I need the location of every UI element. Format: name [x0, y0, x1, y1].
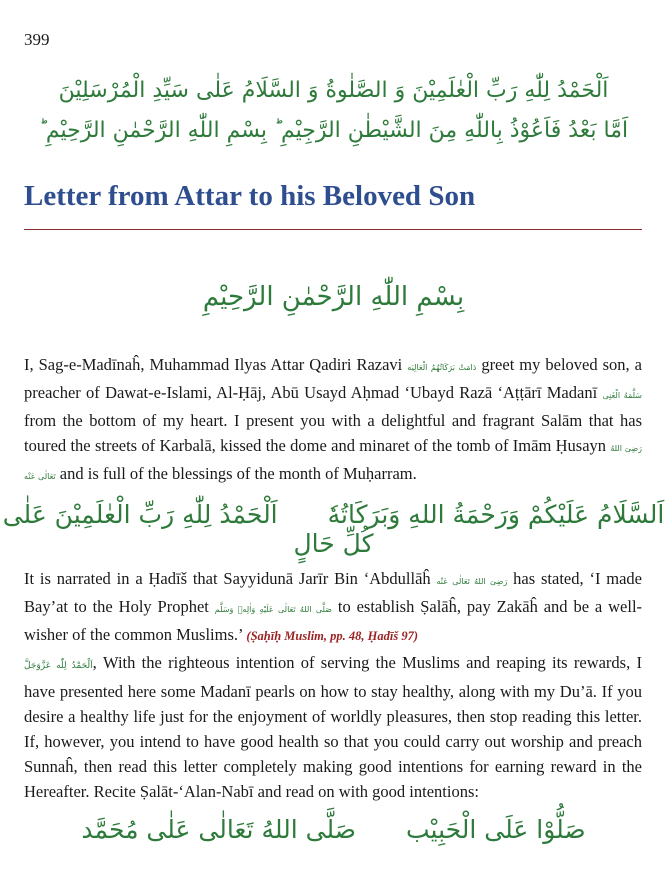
honorific-radiyallahu-anhu: رَضِیَ اللهُ تَعَالٰی عَنْه — [24, 444, 643, 481]
honorific-alhamdulillah: اَلْحَمْدُ لِلّٰه عَزَّوَجَلَّ — [24, 661, 93, 671]
sallallahu-ala-muhammad: صَلَّى اللهُ تَعَالٰى عَلٰى مُحَمَّد — [81, 815, 356, 844]
hadith-text-2: has stated, ‘I made Bay’at to the Holy Prophet — [24, 569, 643, 616]
intro-text-2: greet my beloved son, a preacher of Dawat-e-Islami, Al-Ḥāj, Abū Usayd Aḥmad ‘Ubayd Razā ‘Aṭṭārī Madanī — [24, 355, 643, 402]
intro-text-1: I, Sag-e-Madīnaĥ, Muhammad Ilyas Attar Qadiri Razavi — [24, 355, 403, 374]
intention-paragraph — [24, 650, 642, 804]
honorific-sallamahu: سَلَّمَهُ الْغَنِی — [602, 391, 643, 400]
intro-text-3: from the bottom of my heart. I present you with a delightful and fragrant Salām that has toured the streets of Karbalā, kissed the dome and minaret of the tomb of Imām Ḥusayn — [24, 411, 642, 455]
hadith-paragraph — [24, 566, 642, 649]
durood-arabic-line — [0, 815, 667, 844]
salam-greeting: اَلسَّلَامُ عَلَيْكُمْ وَرَحْمَةُ اللهِ وَبَرَكَاتُهٗ — [327, 500, 665, 529]
honorific-damat-barakatuhum: دَامَتْ بَرَكَاتُهُمُ الْعَالِيَه — [407, 363, 477, 372]
honorific-salawat: صَلَّی اللهُ تَعَالٰی عَلَيْهِ وَاٰلِهٖ وَسَلَّم — [214, 605, 332, 614]
hadith-text-1: It is narrated in a Ḥadīš that Sayyidunā Jarīr Bin ‘Abdullāĥ — [24, 569, 431, 588]
hadith-text-3: to establish Ṣalāĥ, pay Zakāĥ and be a well-wisher of the common Muslims.’ — [24, 597, 643, 644]
salam-arabic-line — [0, 500, 667, 558]
title-divider — [24, 229, 642, 230]
intro-text-4: and is full of the blessings of the month of Muḥarram. — [59, 464, 417, 483]
hadith-reference: (Ṣaḥīḥ Muslim, pp. 48, Ḥadīš 97) — [246, 629, 418, 643]
bismillah-calligraphy: بِسْمِ اللّٰهِ الرَّحْمٰنِ الرَّحِيْمِ — [202, 282, 465, 312]
opening-arabic-line-2: اَمَّا بَعْدُ فَاَعُوْذُ بِاللّٰهِ مِنَ الشَّيْطٰنِ الرَّجِيْمِ ؕ بِسْمِ اللّٰهِ الرَّحْمٰنِ الرَّحِيْمِ ؕ — [38, 118, 629, 143]
hamd-phrase: اَلْحَمْدُ لِلّٰهِ رَبِّ الْعٰلَمِيْنَ عَلٰى كُلِّ حَالٍ — [2, 500, 374, 558]
honorific-radiyallahu-anhu: رَضِیَ اللهُ تَعَالٰی عَنْه — [436, 577, 508, 586]
letter-title: Letter from Attar to his Beloved Son — [24, 180, 476, 212]
opening-arabic-line-1: اَلْحَمْدُ لِلّٰهِ رَبِّ الْعٰلَمِيْنَ وَ الصَّلٰوةُ وَ السَّلَامُ عَلٰى سَيِّدِ الْمُرْسَلِيْنَ — [58, 78, 609, 103]
intention-text: , With the righteous intention of serving the Muslims and reaping its rewards, I have presented here some Madanī pearls on how to stay healthy, along with my Du’ā. If you desire a healthy life just for the enjoyment of worldly pleasures, then stop reading this letter. If, however, you intend to have good health so that you could carry out worship and preach Sunnaĥ, then read this letter completely making good intentions for earning reward in the Hereafter. Recite Ṣalāt-‘Alan-Nabī and read on with good intentions: — [24, 653, 643, 801]
salu-alal-habib: صَلُّوْا عَلَى الْحَبِيْب — [405, 815, 586, 844]
page-number: 399 — [24, 30, 50, 49]
intro-paragraph — [24, 352, 642, 489]
